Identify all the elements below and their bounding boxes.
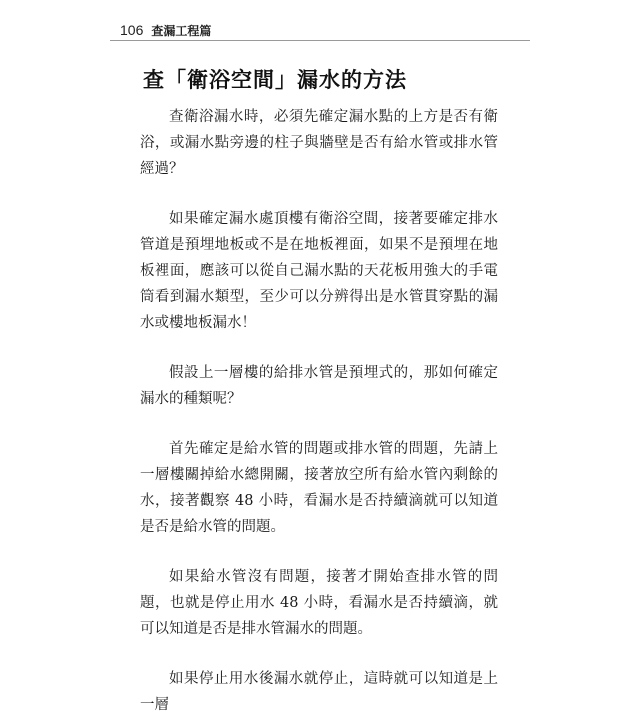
header-divider [110, 40, 530, 41]
paragraph: 假設上一層樓的給排水管是預埋式的，那如何確定漏水的種類呢？ [140, 365, 498, 407]
paragraph: 如果給水管沒有問題，接著才開始查排水管的問題，也就是停止用水 48 小時，看漏水是否持續滴，就可以知道是否是排水管漏水的問題。 [140, 569, 498, 637]
running-header [120, 22, 211, 39]
paragraph: 首先確定是給水管的問題或排水管的問題，先請上一層樓關掉給水總開關，接著放空所有給水管內剩餘的水，接著觀察 48 小時，看漏水是否持續滴就可以知道是否是給水管的問題。 [140, 441, 498, 535]
paragraph: 如果確定漏水處頂樓有衛浴空間，接著要確定排水管道是預埋地板或不是在地板裡面，如果不是預埋在地板裡面，應該可以從自己漏水點的天花板用強大的手電筒看到漏水類型，至少可以分辨得出是水管貫穿點的漏水或樓地板漏水！ [140, 211, 498, 331]
paragraph: 如果停止用水後漏水就停止，這時就可以知道是上一層 [140, 671, 498, 713]
article-body [140, 104, 498, 718]
section-title: 查漏工程篇 [151, 24, 212, 38]
paragraph: 查衛浴漏水時，必須先確定漏水點的上方是否有衛浴，或漏水點旁邊的柱子與牆壁是否有給水管或排水管經過？ [140, 109, 498, 177]
page-number: 106 [120, 22, 144, 38]
article-title: 查「衛浴空間」漏水的方法 [143, 68, 407, 92]
